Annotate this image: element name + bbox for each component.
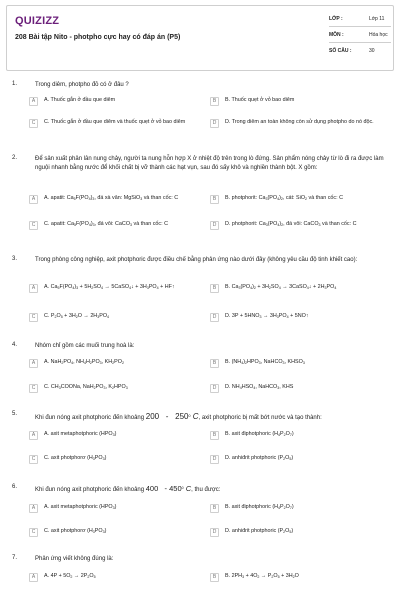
- meta-value: 30: [369, 48, 375, 54]
- option-letter-box[interactable]: C: [29, 528, 38, 537]
- answer-option-d[interactable]: [210, 119, 386, 128]
- option-text: D. anhiđrit photphoric $(P_2O_5)$: [225, 455, 294, 461]
- option-letter-box[interactable]: C: [29, 119, 38, 128]
- divider: [329, 42, 391, 43]
- option-text: A. axit metaphotphoric $(HPO_3)$: [44, 504, 117, 510]
- answer-option-a[interactable]: [29, 431, 205, 440]
- question-number: 2.: [12, 155, 18, 161]
- option-text: D. $3P + 5HNO_3 \to 3H_3PO_4$ + 5NO↑: [225, 313, 309, 319]
- option-letter-box[interactable]: A: [29, 431, 38, 440]
- option-letter-box[interactable]: B: [210, 359, 219, 368]
- option-text: A. axit metaphotphoric $(HPO_3)$: [44, 431, 117, 437]
- meta-value: Lớp 11: [369, 16, 385, 22]
- option-text: D. $NH_4HSO_4$, NaHCO$_3$, KHS: [225, 384, 294, 390]
- option-letter-box[interactable]: A: [29, 504, 38, 513]
- option-text: A. apatit: $Ca_5F(PO_4)_3$, đá xà vân: MgSiO$_3$ và than cốc: C: [44, 195, 179, 201]
- answer-option-b[interactable]: [210, 431, 386, 440]
- option-text: A. $Ca_5F(PO_4)_3 + 5H_2SO_4$ → 5CaSO$_4$↓ + $3H_3PO_4$ + HF↑: [44, 284, 175, 290]
- divider: [329, 26, 391, 27]
- answer-option-a[interactable]: [29, 97, 205, 106]
- question-number: 5.: [12, 411, 18, 417]
- option-text: B. $(NH_4)_2HPO_3$, NaHCO$_3$, $KHSO_3$: [225, 359, 305, 365]
- option-letter-box[interactable]: B: [210, 195, 219, 204]
- option-letter-box[interactable]: A: [29, 284, 38, 293]
- option-letter-box[interactable]: A: [29, 195, 38, 204]
- option-text: A. $NaH_2PO_4$, $NH_4H_2PO_3$, $KH_2PO_2$: [44, 359, 124, 365]
- question-number: 3.: [12, 256, 18, 262]
- answer-option-d[interactable]: [210, 384, 386, 393]
- answer-option-d[interactable]: [210, 221, 386, 230]
- question-number: 7.: [12, 555, 18, 561]
- option-letter-box[interactable]: B: [210, 504, 219, 513]
- meta-label: MÔN :: [329, 32, 344, 38]
- answer-option-d[interactable]: [210, 528, 386, 537]
- question-text: Trong diêm, photpho đỏ có ở đâu ?: [35, 82, 129, 88]
- option-letter-box[interactable]: D: [210, 221, 219, 230]
- option-text: B. axit điphotphoric $(H_4P_2O_7)$: [225, 431, 294, 437]
- option-text: A. Thuốc gắn ở đầu que diêm: [44, 97, 116, 103]
- option-text: C. axit photphorơ $(H_3PO_3)$: [44, 455, 107, 461]
- option-letter-box[interactable]: D: [210, 384, 219, 393]
- answer-option-b[interactable]: [210, 504, 386, 513]
- option-letter-box[interactable]: D: [210, 528, 219, 537]
- option-text: B. $Ca_3(PO_4)_2 + 3H_2SO_4$ → 3CaSO$_4$↓ + $2H_3PO_4$: [225, 284, 337, 290]
- option-letter-box[interactable]: B: [210, 573, 219, 582]
- option-letter-box[interactable]: A: [29, 97, 38, 106]
- option-text: B. axit điphotphoric $(H_4P_2O_7)$: [225, 504, 294, 510]
- document-title: 208 Bài tập Nito - photpho cực hay có đáp án (P5): [15, 34, 181, 41]
- answer-option-a[interactable]: [29, 284, 205, 293]
- option-text: C. axit photphorơ $(H_3PO_3)$: [44, 528, 107, 534]
- option-text: B. $2PH_3 + 4O_2 \to P_2O_5 + 3H_2O$: [225, 573, 299, 579]
- answer-option-d[interactable]: [210, 455, 386, 464]
- option-letter-box[interactable]: D: [210, 313, 219, 322]
- answer-option-b[interactable]: [210, 359, 386, 368]
- answer-option-b[interactable]: [210, 195, 386, 204]
- quizizz-logo: QUIZIZZ: [15, 15, 60, 27]
- option-text: D. photphorit: $Ca_3(PO_4)_2$, đá vôi: CaCO$_3$ và than cốc: C: [225, 221, 357, 227]
- option-text: C. apatit: $Ca_5F(PO_4)_3$, đá vôi: CaCO$_3$ và than cốc: C: [44, 221, 168, 227]
- question-text: Khi đun nóng axit photphoric đến khoảng $200 - 250^0$ C, axit photphoric bị mất bớt nước và tạo thành:: [35, 412, 322, 421]
- option-letter-box[interactable]: A: [29, 573, 38, 582]
- question-text: Để sản xuất phân lân nung chảy, người ta nung hỗn hợp X ở nhiệt độ trên trong lò đứng. Sản phẩm nóng chảy từ lò đi ra được làm nguội nhanh bằng nước để khối chất bị vỡ thành các hạt vụn, sau đó sấy khô và nghiền thành bột. X gồm:: [35, 156, 384, 171]
- question-text: Phản ứng viết không đúng là:: [35, 556, 114, 562]
- answer-option-b[interactable]: [210, 573, 386, 582]
- question-text: Trong phòng công nghiệp, axit photphoric được điều chế bằng phản ứng nào dưới đây (không yêu cầu độ tinh khiết cao):: [35, 257, 358, 263]
- answer-option-c[interactable]: [29, 455, 205, 464]
- option-text: C. Thuốc gắn ở đầu que diêm và thuốc quẹt ở vỏ bao diêm: [44, 119, 186, 125]
- answer-option-a[interactable]: [29, 504, 205, 513]
- option-letter-box[interactable]: C: [29, 221, 38, 230]
- answer-option-c[interactable]: [29, 119, 205, 128]
- answer-option-b[interactable]: [210, 97, 386, 106]
- option-letter-box[interactable]: D: [210, 455, 219, 464]
- answer-option-d[interactable]: [210, 313, 386, 322]
- option-text: C. $P_2O_5 + 3H_2O \to 2H_3PO_4$: [44, 313, 110, 319]
- answer-option-a[interactable]: [29, 359, 205, 368]
- option-letter-box[interactable]: B: [210, 431, 219, 440]
- answer-option-b[interactable]: [210, 284, 386, 293]
- meta-value: Hóa học: [369, 32, 388, 38]
- answer-option-c[interactable]: [29, 528, 205, 537]
- option-letter-box[interactable]: A: [29, 359, 38, 368]
- answer-option-c[interactable]: [29, 384, 205, 393]
- option-letter-box[interactable]: C: [29, 384, 38, 393]
- question-number: 4.: [12, 342, 18, 348]
- option-letter-box[interactable]: B: [210, 284, 219, 293]
- option-letter-box[interactable]: C: [29, 455, 38, 464]
- meta-label: LỚP :: [329, 16, 343, 22]
- answer-option-c[interactable]: [29, 221, 205, 230]
- option-text: D. anhiđrit photphoric $(P_2O_5)$: [225, 528, 294, 534]
- meta-label: SỐ CÂU :: [329, 48, 352, 54]
- question-number: 1.: [12, 81, 18, 87]
- question-number: 6.: [12, 484, 18, 490]
- option-letter-box[interactable]: D: [210, 119, 219, 128]
- option-text: D. Trong diêm an toàn không còn sử dụng photpho do nó độc.: [225, 119, 374, 125]
- option-letter-box[interactable]: B: [210, 97, 219, 106]
- option-text: C. $CH_3COONa$, $NaH_2PO_3$, $K_2HPO_3$: [44, 384, 128, 390]
- option-text: A. $4P + 5O_2 \to 2P_2O_5$: [44, 573, 96, 579]
- question-text: Nhóm chỉ gồm các muối trung hoà là:: [35, 343, 135, 349]
- answer-option-c[interactable]: [29, 313, 205, 322]
- answer-option-a[interactable]: [29, 195, 205, 204]
- option-letter-box[interactable]: C: [29, 313, 38, 322]
- answer-option-a[interactable]: [29, 573, 205, 582]
- option-text: B. Thuốc quẹt ở vỏ bao diêm: [225, 97, 295, 103]
- question-text: Khi đun nóng axit photphoric đến khoảng $400 - 450^0$ C, thu được:: [35, 484, 221, 493]
- option-text: B. photphorit: $Ca_3(PO_4)_2$, cát: SiO$_2$ và than cốc: C: [225, 195, 343, 201]
- document-header: [6, 5, 394, 71]
